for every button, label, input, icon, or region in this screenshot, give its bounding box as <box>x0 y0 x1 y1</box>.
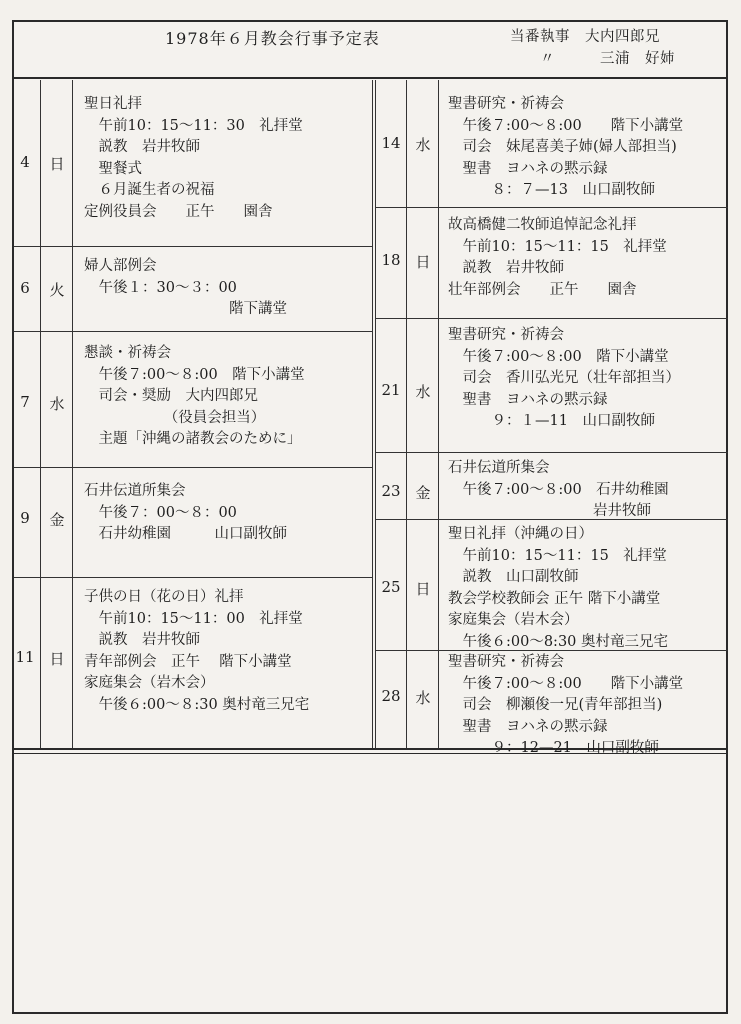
day-number: 28 <box>381 687 401 705</box>
event-line: 故高橋健二牧師追悼記念礼拝 <box>448 217 637 233</box>
duty-line-2: 〃 三浦 好姉 <box>540 51 675 67</box>
weekday: 水 <box>49 395 65 413</box>
center-double-divider <box>372 80 376 748</box>
weekday: 日 <box>415 253 431 271</box>
col-divider-left-day <box>40 80 41 748</box>
event-line: 司会 香川弘光兄（壮年部担当） <box>448 370 680 386</box>
row-divider <box>376 318 728 319</box>
event-line: 家庭集会（岩木会） <box>448 612 579 628</box>
event-line: 石井伝道所集会 <box>84 483 186 499</box>
event-entry <box>448 94 683 202</box>
weekday: 日 <box>415 580 431 598</box>
event-line: 聖書 ヨハネの黙示録 <box>448 391 608 408</box>
event-entry <box>448 215 667 301</box>
event-entry <box>448 325 680 433</box>
event-line: 聖日礼拝 <box>84 96 142 112</box>
day-number: 6 <box>20 279 30 297</box>
event-line: 午前10：15～11：30 礼拝堂 <box>84 117 303 134</box>
event-line: 午後７:00～８:00 階下小講堂 <box>448 348 669 365</box>
weekday: 水 <box>415 689 431 707</box>
event-line: 午後１：30～３：00 <box>84 279 237 296</box>
duty-deacons <box>510 26 675 70</box>
event-line: 青年部例会 正午 階下小講堂 <box>84 653 292 670</box>
day-number: 25 <box>381 578 401 596</box>
event-line: 午前10：15～11：15 礼拝堂 <box>448 547 667 564</box>
day-number: 9 <box>20 509 30 527</box>
event-line: 午前10：15～11：00 礼拝堂 <box>84 610 303 627</box>
row-divider <box>376 452 728 453</box>
duty-line-1: 当番執事 大内四郎兄 <box>510 29 660 45</box>
event-line: 説教 岩井牧師 <box>84 139 200 155</box>
event-line: 定例役員会 正午 園舎 <box>84 203 273 220</box>
event-line: （役員会担当） <box>84 409 266 426</box>
event-line: 聖餐式 <box>84 160 142 177</box>
header-rule <box>14 77 728 79</box>
weekday: 金 <box>49 511 65 529</box>
event-line: 司会 妹尾喜美子姉(婦人部担当) <box>448 139 677 155</box>
event-entry <box>84 343 305 451</box>
event-line: 聖書研究・祈祷会 <box>448 654 564 670</box>
event-line: 午後６:00～8:30 奥村竜三兄宅 <box>448 633 669 650</box>
event-entry <box>84 94 303 223</box>
event-line: 階下講堂 <box>84 301 287 317</box>
weekday: 日 <box>49 155 65 173</box>
event-line: 石井伝道所集会 <box>448 460 550 476</box>
row-divider <box>14 331 372 332</box>
event-line: ９：12—21 山口副牧師 <box>448 740 659 756</box>
event-line: 主題「沖縄の諸教会のために」 <box>84 431 302 447</box>
event-line: 午後６:00～８:30 奥村竜三兄宅 <box>84 696 310 713</box>
event-line: 午前10：15～11：15 礼拝堂 <box>448 238 667 255</box>
day-number: 14 <box>381 134 401 152</box>
event-line: 午後７:00～８:00 石井幼稚園 <box>448 481 669 498</box>
event-line: 聖書研究・祈祷会 <box>448 327 564 343</box>
weekday: 火 <box>49 281 65 299</box>
event-line: 壮年部例会 正午 園舎 <box>448 281 637 298</box>
event-line: 司会・奨励 大内四郎兄 <box>84 388 258 404</box>
event-line: 説教 岩井牧師 <box>84 632 200 648</box>
day-number: 4 <box>20 153 30 171</box>
event-line: 石井幼稚園 山口副牧師 <box>84 526 287 542</box>
event-entry <box>84 587 309 716</box>
event-line: 聖書 ヨハネの黙示録 <box>448 160 608 177</box>
event-line: 懇談・祈祷会 <box>84 345 171 361</box>
weekday: 日 <box>49 650 65 668</box>
event-line: 家庭集会（岩木会） <box>84 675 215 691</box>
page-title: 1978年６月教会行事予定表 <box>165 29 380 48</box>
day-number: 21 <box>381 381 401 399</box>
event-line: 説教 岩井牧師 <box>448 260 564 276</box>
event-line: 婦人部例会 <box>84 258 157 274</box>
event-line: ９：１—11 山口副牧師 <box>448 413 655 429</box>
event-entry <box>84 256 287 321</box>
event-line: 午後７:00～８:00 階下小講堂 <box>448 675 684 692</box>
event-line: ６月誕生者の祝福 <box>84 182 215 198</box>
row-divider <box>14 577 372 578</box>
col-divider-right-weekday <box>438 80 439 748</box>
event-line: 聖書 ヨハネの黙示録 <box>448 718 608 735</box>
event-line: 午後７:00～８:00 階下小講堂 <box>84 366 305 383</box>
weekday: 金 <box>415 484 431 502</box>
event-entry <box>448 458 669 523</box>
col-divider-left-weekday <box>72 80 73 748</box>
event-line: 教会学校教師会 正午 階下小講堂 <box>448 590 661 607</box>
col-divider-right-day <box>406 80 407 748</box>
day-number: 23 <box>381 482 401 500</box>
weekday: 水 <box>415 136 431 154</box>
event-line: ８：７—13 山口副牧師 <box>448 182 655 198</box>
event-line: 午後７:00～８:00 階下小講堂 <box>448 117 684 134</box>
event-line: 子供の日（花の日）礼拝 <box>84 589 244 605</box>
day-number: 18 <box>381 251 401 269</box>
day-number: 11 <box>15 648 35 666</box>
row-divider <box>14 246 372 247</box>
event-entry <box>448 524 668 653</box>
weekday: 水 <box>415 383 431 401</box>
row-divider <box>14 467 372 468</box>
row-divider <box>376 207 728 208</box>
event-entry <box>448 652 683 760</box>
day-number: 7 <box>20 393 30 411</box>
event-entry <box>84 481 287 546</box>
event-line: 司会 柳瀬俊一兄(青年部担当) <box>448 697 663 713</box>
event-line: 午後７：00～８：00 <box>84 504 237 521</box>
event-line: 説教 山口副牧師 <box>448 569 579 585</box>
event-line: 岩井牧師 <box>448 503 651 519</box>
event-line: 聖日礼拝（沖縄の日） <box>448 526 593 542</box>
event-line: 聖書研究・祈祷会 <box>448 96 564 112</box>
